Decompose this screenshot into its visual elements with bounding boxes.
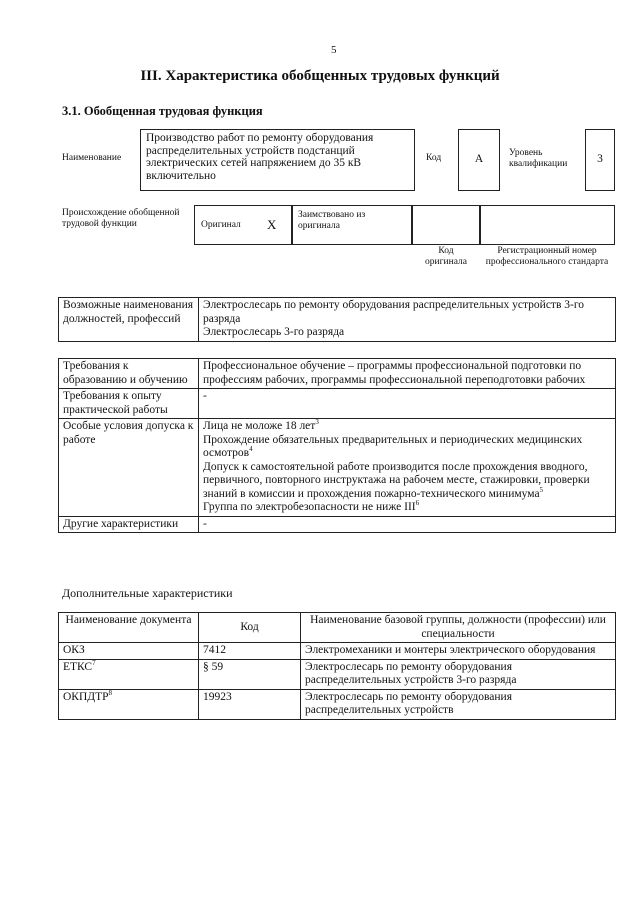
code-label: Код [426, 153, 442, 163]
position-line: Электрослесарь 3-го разряда [203, 326, 345, 338]
code-original-label: Код оригинала [425, 246, 467, 267]
position-line: Электрослесарь по ремонту оборудования распределительных устройств 3-го разряда [203, 299, 585, 325]
header-doc: Наименование документа [59, 613, 199, 643]
requirement-row [59, 419, 616, 517]
level-label: Уровень квалификации [509, 148, 568, 169]
code-cell: 7412 [199, 643, 301, 660]
positions-table [58, 297, 616, 342]
page-number: 5 [331, 44, 337, 56]
code-value: А [458, 129, 500, 191]
footnote-ref: 4 [249, 445, 253, 454]
requirement-line: Лица не моложе 18 лет$^3$ [203, 418, 319, 432]
additional-row [59, 643, 616, 660]
doc-cell: ОКЗ [59, 643, 199, 660]
name-cell: Электромеханики и монтеры электрического оборудования [301, 643, 616, 660]
requirement-row [59, 359, 616, 389]
additional-header-row [59, 613, 616, 643]
requirement-label: Другие характеристики [59, 516, 199, 533]
requirement-row [59, 516, 616, 533]
requirement-line: Профессиональное обучение – программы профессиональной подготовки по профессиям рабочих, программы профессиональной переподготовки рабочих [203, 360, 586, 386]
footnote-ref: 6 [415, 499, 420, 508]
requirement-line: Допуск к самостоятельной работе производится после прохождения вводного, первичного, повторного инструктажа на рабочем месте, стажировки, проверки знаний в комиссии и прохождения пожарно-технического минимума$^5$ [203, 460, 590, 500]
level-value: 3 [585, 129, 615, 191]
additional-title: Дополнительные характеристики [62, 586, 233, 600]
original-label: Оригинал [201, 220, 241, 230]
requirement-line: - [203, 517, 207, 530]
footnote-ref: 5 [539, 485, 544, 494]
original-box [194, 205, 292, 245]
requirement-label: Требования к опыту практической работы [59, 389, 199, 419]
requirement-label: Особые условия допуска к работе [59, 419, 199, 517]
original-mark: X [267, 217, 277, 232]
additional-table [58, 612, 616, 720]
footnote-ref: 7 [92, 658, 96, 667]
requirement-line: Прохождение обязательных предварительных и периодических медицинских осмотров$^4$ [203, 433, 583, 459]
name-label: Наименование [62, 153, 122, 163]
positions-values [199, 298, 616, 342]
name-cell: Электрослесарь по ремонту оборудования распределительных устройств [301, 689, 616, 719]
requirement-value [199, 419, 616, 517]
additional-row [59, 689, 616, 719]
subsection-title: 3.1. Обобщенная трудовая функция [62, 104, 263, 118]
name-cell: Электрослесарь по ремонту оборудования распределительных устройств 3-го разряда [301, 659, 616, 689]
name-value: Производство работ по ремонту оборудования распределительных устройств подстанций электрических сетей напряжением до 35 кВ включительно [140, 129, 415, 191]
reg-number-label: Регистрационный номер профессионального стандарта [485, 246, 609, 267]
additional-row [59, 659, 616, 689]
positions-label: Возможные наименования должностей, профессий [59, 298, 199, 342]
doc-cell: ОКПДТР$^8$ [59, 689, 199, 719]
requirement-label: Требования к образованию и обучению [59, 359, 199, 389]
section-title: III. Характеристика обобщенных трудовых функций [140, 68, 500, 84]
borrowed-box: Заимствовано из оригинала [292, 205, 412, 245]
requirement-line: Группа по электробезопасности не ниже III$^6$ [203, 499, 420, 513]
requirement-row [59, 389, 616, 419]
doc-cell: ЕТКС$^7$ [59, 659, 199, 689]
reg-number-box [480, 205, 615, 245]
requirement-value [199, 516, 616, 533]
origin-label: Происхождение обобщенной трудовой функции [62, 208, 180, 229]
footnote-ref: 8 [108, 688, 113, 697]
positions-row [59, 298, 616, 342]
requirement-value [199, 359, 616, 389]
code-original-box [412, 205, 480, 245]
code-cell: § 59 [199, 659, 301, 689]
requirement-line: - [203, 390, 207, 402]
code-cell: 19923 [199, 689, 301, 719]
requirements-table [58, 358, 616, 533]
footnote-ref: 3 [315, 418, 319, 427]
requirement-value [199, 389, 616, 419]
header-code: Код [199, 613, 301, 643]
header-name: Наименование базовой группы, должности (профессии) или специальности [301, 613, 616, 643]
